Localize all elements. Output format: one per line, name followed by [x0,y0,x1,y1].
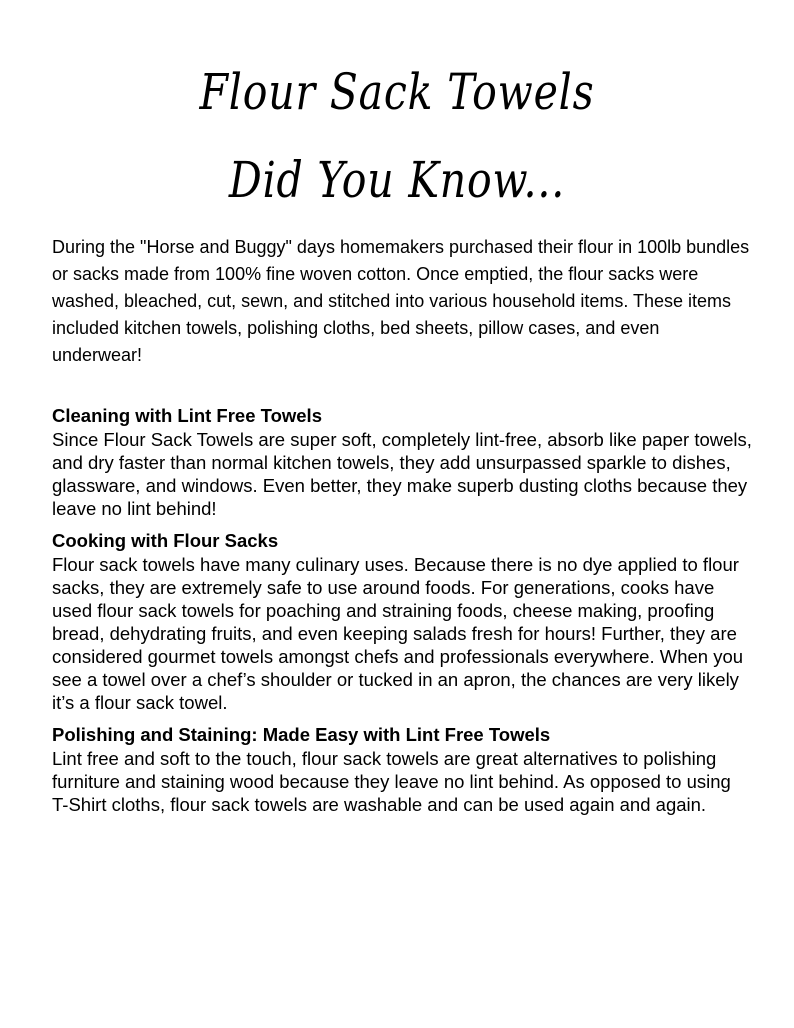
section-polishing [52,723,752,816]
section-heading: Cleaning with Lint Free Towels [52,405,322,426]
section-cleaning [52,404,752,520]
intro-paragraph: During the "Horse and Buggy" days homemakers purchased their flour in 100lb bundles or sacks made from 100% fine woven cotton. Once emptied, the flour sacks were washed, bleached, cut, sewn, and stitched into various household items. These items included kitchen towels, polishing cloths, bed sheets, pillow cases, and even underwear! [52,237,750,365]
section-cooking [52,529,752,714]
section-body: Since Flour Sack Towels are super soft, completely lint-free, absorb like paper towels, and dry faster than normal kitchen towels, they add unsurpassed sparkle to dishes, glassware, and windows. Even better, they make superb dusting cloths because they leave no lint behind! [52,429,752,519]
section-body: Lint free and soft to the touch, flour sack towels are great alternatives to polishing furniture and staining wood because they leave no lint behind. As opposed to using T-Shirt cloths, flour sack towels are washable and can be used again and again. [52,748,731,815]
section-heading: Polishing and Staining: Made Easy with Lint Free Towels [52,724,551,745]
page-subtitle: Did You Know... [228,151,566,209]
section-heading: Cooking with Flour Sacks [52,530,279,551]
section-body: Flour sack towels have many culinary uses. Because there is no dye applied to flour sacks, they are extremely safe to use around foods. For generations, cooks have used flour sack towels for poaching and straining foods, cheese making, proofing bread, dehydrating fruits, and even keeping salads fresh for hours! Further, they are considered gourmet towels amongst chefs and professionals everywhere. When you see a towel over a chef’s shoulder or tucked in an apron, the chances are very likely it’s a flour sack towel. [52,554,744,713]
sections-container [52,404,752,825]
page-title: Flour Sack Towels [199,63,595,121]
